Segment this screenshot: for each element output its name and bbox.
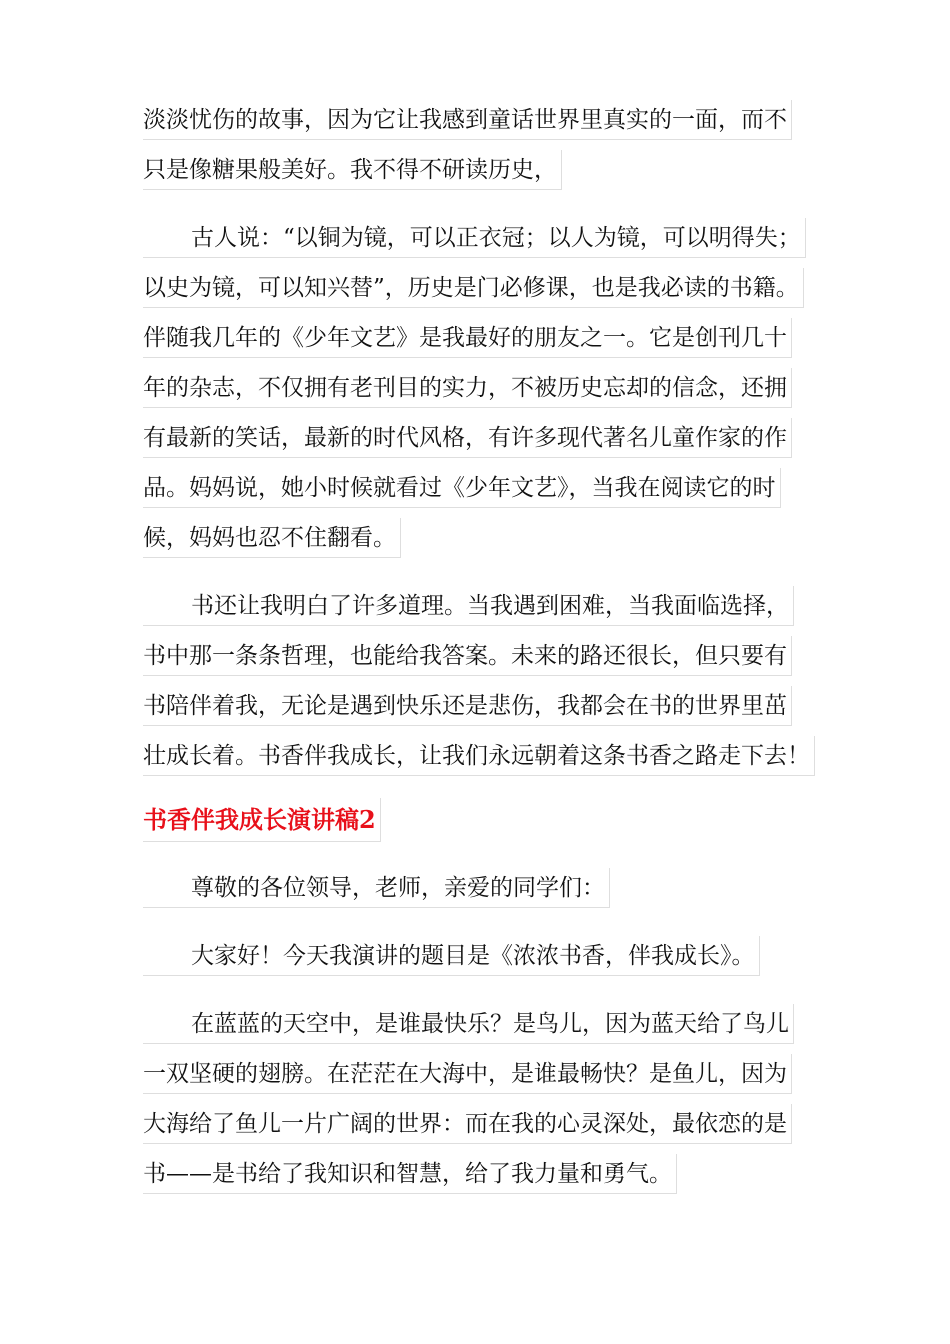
text-line: 年的杂志，不仅拥有老刊目的实力，不被历史忘却的信念，还拥: [143, 368, 792, 408]
text-line: 淡淡忧伤的故事，因为它让我感到童话世界里真实的一面，而不: [143, 100, 792, 140]
text-line: 伴随我几年的《少年文艺》是我最好的朋友之一。它是创刊几十: [143, 318, 792, 358]
text-line: 一双坚硬的翅膀。在茫茫在大海中，是谁最畅快？是鱼儿，因为: [143, 1054, 792, 1094]
text-line: 在蓝蓝的天空中，是谁最快乐？是鸟儿，因为蓝天给了鸟儿: [143, 1004, 794, 1044]
greeting-line: 尊敬的各位领导，老师，亲爱的同学们：: [143, 868, 610, 908]
text-line: 壮成长着。书香伴我成长，让我们永远朝着这条书香之路走下去！: [143, 736, 815, 776]
text-line: 古人说：“以铜为镜，可以正衣冠；以人为镜，可以明得失；: [143, 218, 806, 258]
text-line: 只是像糖果般美好。我不得不研读历史，: [143, 150, 562, 190]
text-line: 品。妈妈说，她小时候就看过《少年文艺》，当我在阅读它的时: [143, 468, 781, 508]
text-line: 书——是书给了我知识和智慧，给了我力量和勇气。: [143, 1154, 677, 1194]
text-line: 有最新的笑话，最新的时代风格，有许多现代著名儿童作家的作: [143, 418, 792, 458]
text-line: 以史为镜，可以知兴替”，历史是门必修课，也是我必读的书籍。: [143, 268, 804, 308]
text-line: 书还让我明白了许多道理。当我遇到困难，当我面临选择，: [143, 586, 794, 626]
intro-line: 大家好！今天我演讲的题目是《浓浓书香，伴我成长》。: [143, 936, 760, 976]
text-line: 书中那一条条哲理，也能给我答案。未来的路还很长，但只要有: [143, 636, 792, 676]
text-line: 候，妈妈也忍不住翻看。: [143, 518, 401, 558]
section-heading: 书香伴我成长演讲稿2: [143, 798, 381, 842]
text-line: 书陪伴着我，无论是遇到快乐还是悲伤，我都会在书的世界里茁: [143, 686, 792, 726]
text-line: 大海给了鱼儿一片广阔的世界：而在我的心灵深处，最依恋的是: [143, 1104, 792, 1144]
